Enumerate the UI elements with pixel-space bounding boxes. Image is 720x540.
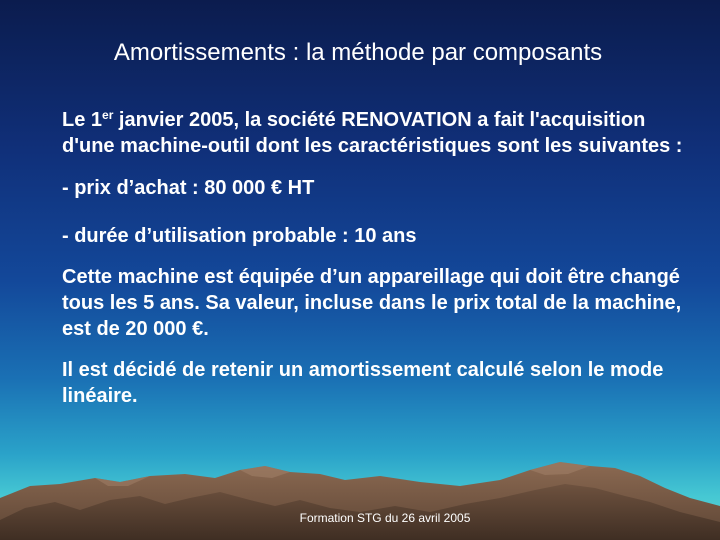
intro-text-rest: janvier 2005, la société RENOVATION a fait l'acquisition d'une machine-outil dont les caractéristiques sont les suivantes :	[62, 109, 683, 157]
ordinal-superscript: er	[102, 108, 114, 122]
slide-title: Amortissements : la méthode par composants	[113, 39, 603, 66]
intro-paragraph	[62, 107, 702, 159]
price-item: - prix d’achat : 80 000 € HT	[62, 177, 315, 199]
intro-text-start: Le 1	[62, 109, 103, 131]
component-paragraph: Cette machine est équipée d’un appareillage qui doit être changé tous les 5 ans. Sa valeur, incluse dans le prix total de la machine, est de 20 000 €.	[62, 266, 682, 340]
slide-body	[62, 107, 702, 409]
decision-paragraph: Il est décidé de retenir un amortissement calculé selon le mode linéaire.	[62, 359, 664, 407]
slide-footer: Formation STG du 26 avril 2005	[299, 511, 471, 525]
duration-item: - durée d’utilisation probable : 10 ans	[62, 225, 417, 247]
